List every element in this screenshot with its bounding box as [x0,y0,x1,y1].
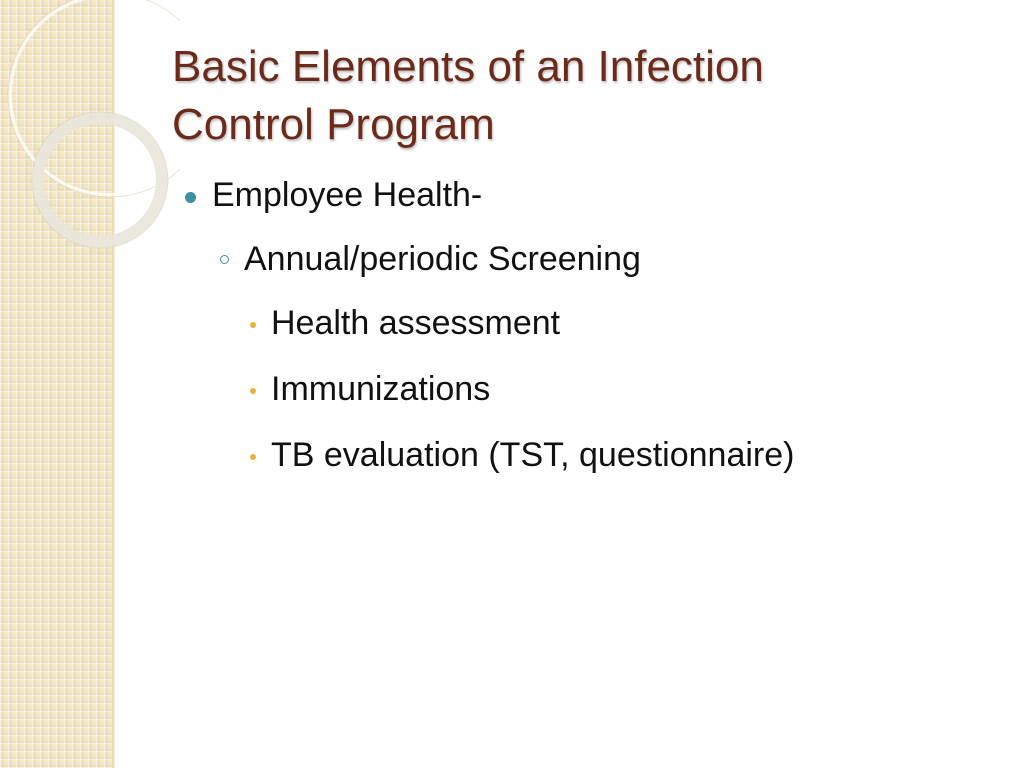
bullet-ring-level2 [220,255,229,264]
bullet-dot-level3 [250,454,256,460]
title-line-1: Basic Elements of an Infection [172,42,764,91]
bullet-level3-item: TB evaluation (TST, questionnaire) [271,436,795,474]
bullet-dot-level3 [250,322,256,328]
bullet-level3-item: Health assessment [271,304,561,342]
decorative-rings [0,0,180,260]
slide-title [172,38,972,154]
bullet-level3-item: Immunizations [271,370,491,408]
title-line-2: Control Program [172,100,495,149]
bullet-dot-level1 [185,192,196,203]
bullet-level1: Employee Health- [212,176,483,214]
bullet-dot-level3 [250,388,256,394]
bullet-level2: Annual/periodic Screening [244,240,641,278]
